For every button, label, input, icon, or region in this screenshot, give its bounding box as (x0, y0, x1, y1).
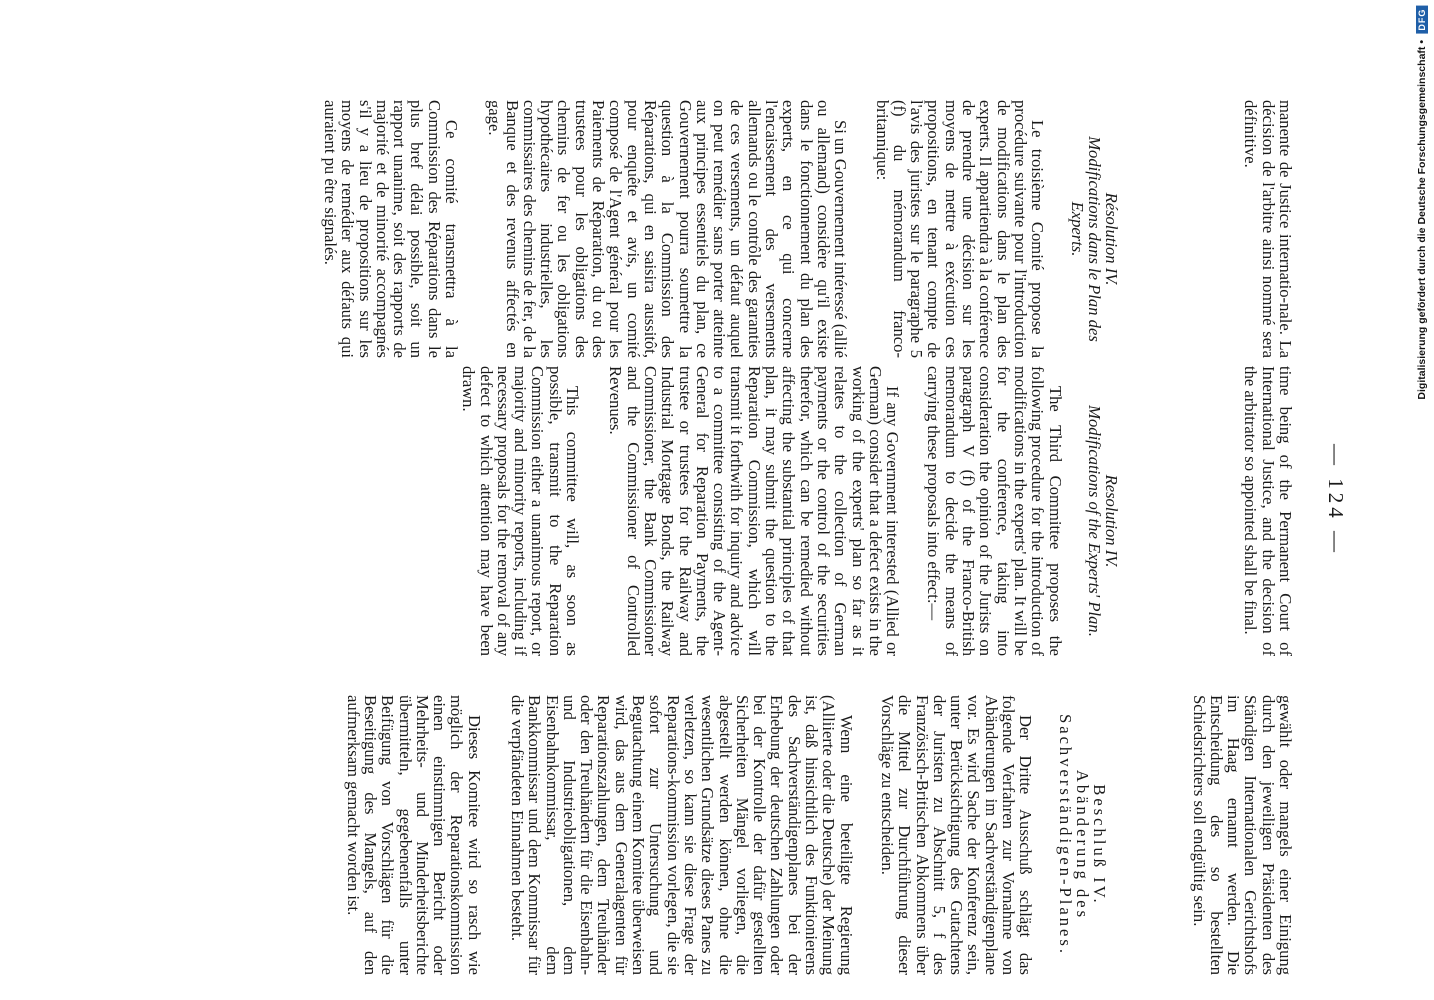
english-carry-over: time being of the Permanent Court of International Justice, and the decision of the arbitrator so appointed shall be final. (1241, 366, 1295, 656)
page-number: — 124 — (1324, 444, 1348, 556)
english-paragraph-1: The Third Committee proposes the following procedure for the introduction of modifications in the experts' plan. It will be for the conference, taking into consideration the opinion of the Jurists on paragraph V (f) of the Franco-British memorandum to decide the means of carrying these proposals into effect:— (924, 366, 1065, 656)
dfg-logo: DFG (1416, 6, 1428, 34)
english-resolution-title: Resolution IV. (1102, 474, 1122, 568)
french-paragraph-2: Si un Gouvernement intéressé (allié ou allemand) considère qu'il existe dans le fonctionnement du plan des experts, en ce qui concerne l'encaissement des versements allemands ou le contrôle des garanties de ces versements, un défaut auquel on peut remédier sans porter atteinte aux principes essentiels du plan, ce Gouvernement pourra soumettre la question à la Commission des Réparations, qui en saisira aussitôt, pour enquête et avis, un comité composé de l'Agent général pour les Paiements de Réparation, du ou des trustees pour les obligations des chemins de fer ou les obligations hypothécaires industrielles, les commissaires des chemins de fer, de la Banque et des revenus affectés en gage. (485, 100, 851, 358)
english-resolution-subtitle: Modifications of the Experts' Plan. (1084, 405, 1104, 637)
german-carry-over: gewählt oder mangels einer Einigung durch den jeweiligen Präsidenten des Ständigen Internationalen Gerichtshofs im Haag ernannt werden. Die Entscheidung des so bestellten Schiedsrichters soll endgültig sein. (1189, 695, 1295, 975)
french-resolution-title: Résolution IV. (1102, 192, 1122, 286)
digitization-credit (1416, 6, 1428, 400)
german-column (344, 695, 1294, 975)
german-paragraph-2: Wenn eine beteiligte Regierung (Alliierte oder die Deutsche) der Meinung ist, daß hinsichtlich des Funktionierens des Sachverständigenplanes bei der Erhebung der deutschen Zahlungen oder bei der Kontrolle der dafür gestellten Sicherheiten Mängel vorliegen, die abgestellt werden können, ohne die wesentlichen Grundsätze dieses Panes zu verletzen, so kann sie diese Frage der Reparations-kommission vorlegen, die sie sofort zur Untersuchung und Begutachtung einem Komitee überweisen wird, das aus dem Generalagenten für Reparationszahlungen, dem Treuhänder oder den Treuhändern für die Eisenbahn- und Industrieobligationen, dem Eisenbahnkommissar, dem Bankkommissar und dem Kommissar für die verpfändeten Einnahmen besteht. (508, 695, 856, 975)
english-column (460, 366, 1294, 656)
french-column (322, 100, 1294, 358)
german-paragraph-3: Dieses Komitee wird so rasch wie möglich der Reparationskommission einen einstimmigen Bericht oder Mehrheits- und Minderheitsberichte übermitteln, gegebenenfalls unter Beifügung von Vorschlägen für die Beseitigung des Mangels, auf den aufmerksam gemacht worden ist. (343, 695, 484, 975)
english-paragraph-3: This committee will, as soon as possible, transmit to the Reparation Commission either a unanimous report, or majority and minority reports, including if necessary proposals for the removal of any defect to which attention may have been drawn. (459, 366, 583, 656)
german-resolution-title: Beschluß IV. (1090, 784, 1110, 906)
english-paragraph-2: If any Government interested (Allied or German) consider that a defect exists in the working of the experts' plan so far as it relates to the collection of German payments or the control of the securities therefor, which can be remedied without affecting the substantial principles of that plan, it may submit the question to the Reparation Commission, which will transmit it forthwith for inquiry and advice to a committee consisting of the Agent-General for Reparation Payments, the trustee or trustees for the Railway and Industrial Mortgage Bonds, the Railway Commissioner, the Bank Commissioner and the Commissioner of Controlled Revenues. (606, 366, 903, 656)
french-paragraph-1: Le troisième Comité propose la procédure suivante pour l'introduction de modifications dans le plan des experts. Il appartiendra à la conférence de prendre une décision sur les moyens de mettre à exécution ces propositions, en tenant compte de l'avis des juristes sur le paragraphe 5 (f) du mémorandum franco-britannique: (872, 100, 1048, 358)
french-carry-over: manente de Justice internatio-nale. La décision de l'arbitre ainsi nommé sera définitive. (1241, 100, 1295, 358)
french-paragraph-3: Ce comité transmettra à la Commission des Réparations dans le plus bref délai possible, soit un rapport unanime, soit des rapports de majorité et de minorité accompagnés s'il y a lieu de propositions sur les moyens de remédier aux défauts qui auraient pu être signalés. (320, 100, 462, 358)
french-resolution-subtitle: Modifications dans le Plan des Experts. (1067, 136, 1104, 342)
german-paragraph-1: Der Dritte Ausschuß schlägt das folgende Verfahren zur Vornahme von Abänderungen im Sachverständigenplane vor. Es wird Sache der Konferenz sein, unter Berücksichtigung des Gutachtens der Juristen zu Abschnitt 5, f des Französisch-Britischen Abkommens über die Mittel zur Durchführung dieser Vorschläge zu entscheiden. (877, 695, 1036, 975)
credit-text: Digitalisierung gefördert durch die Deutsche Forschungsgemeinschaft • (1416, 40, 1428, 400)
german-resolution-subtitle: Abänderung des Sachverständigen-Planes. (1055, 713, 1092, 957)
